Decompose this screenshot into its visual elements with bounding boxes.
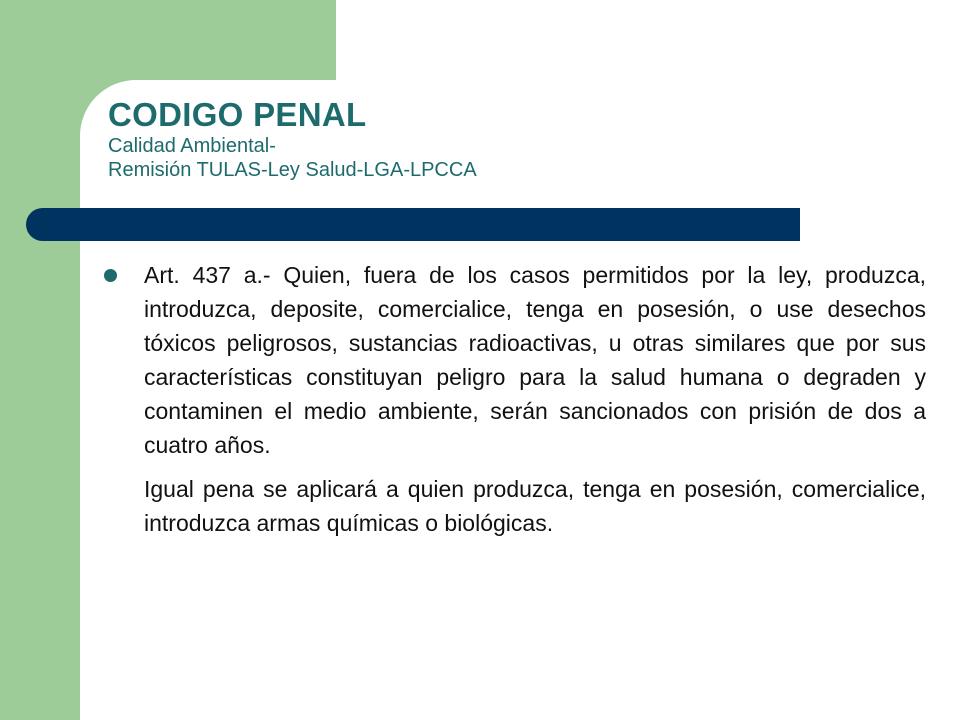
- bullet-item: [104, 258, 926, 462]
- slide-subtitle-line-1: Calidad Ambiental-: [108, 135, 276, 157]
- article-paragraph: Art. 437 a.- Quien, fuera de los casos permitidos por la ley, produzca, introduzca, deposite, comercialice, tenga en posesión, o use desechos tóxicos peligrosos, sustancias radioactivas, u otras similares que por sus características constituyan peligro para la salud humana o degraden y contaminen el medio ambiente, serán sancionados con prisión de dos a cuatro años.: [144, 262, 926, 458]
- slide-subtitle-line-2: Remisión TULAS-Ley Salud-LGA-LPCCA: [108, 159, 477, 181]
- title-block: [108, 96, 808, 182]
- slide-content: [104, 258, 926, 540]
- title-divider-bar: [26, 208, 800, 241]
- second-paragraph: Igual pena se aplicará a quien produzca, tenga en posesión, comercialice, introduzca armas químicas o biológicas.: [144, 476, 926, 536]
- decor-green-sidebar: [0, 0, 80, 720]
- slide-title: CODIGO PENAL: [108, 96, 367, 133]
- bullet-icon: [104, 269, 117, 282]
